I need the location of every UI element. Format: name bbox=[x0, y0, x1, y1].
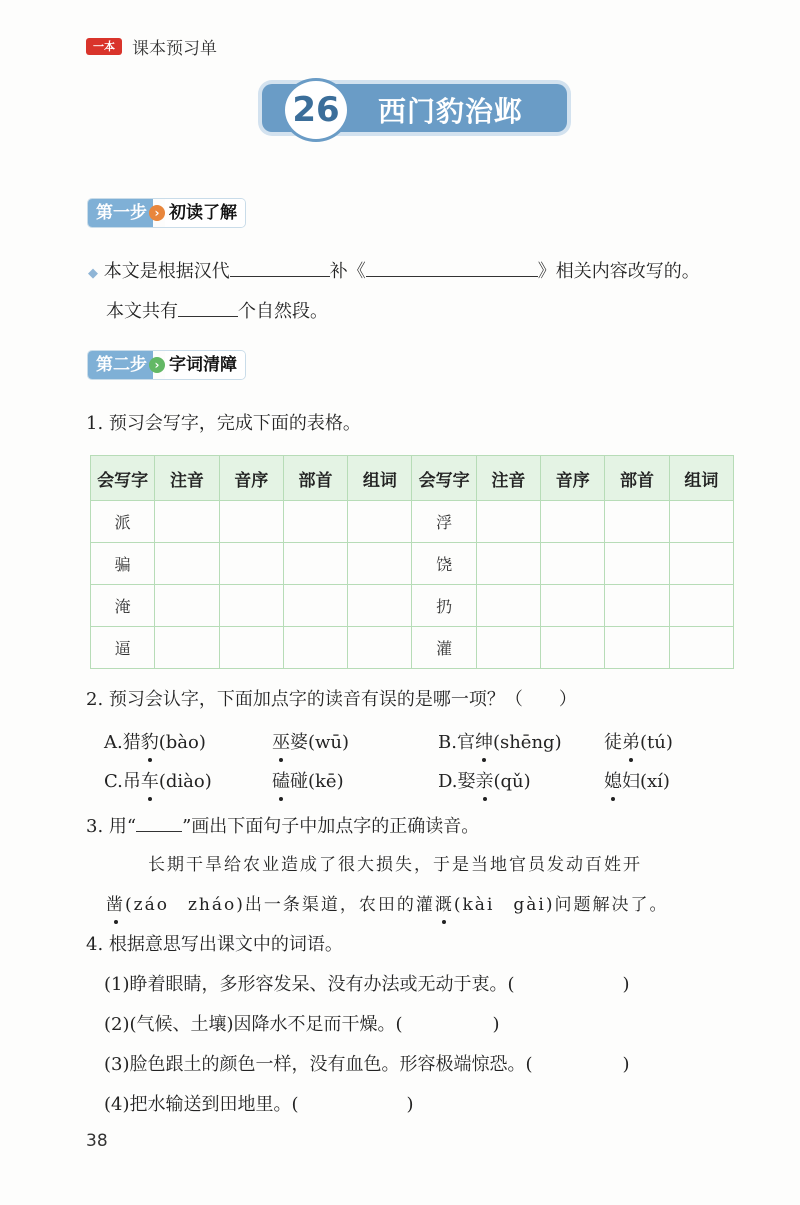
table-header: 组词 bbox=[348, 456, 412, 501]
characters-table bbox=[90, 455, 734, 669]
q2-option-a-word2: 巫婆(wū) bbox=[272, 732, 350, 753]
answer-cell[interactable] bbox=[476, 585, 540, 627]
answer-cell[interactable] bbox=[348, 627, 412, 669]
answer-cell[interactable] bbox=[605, 585, 669, 627]
table-header: 注音 bbox=[155, 456, 219, 501]
answer-cell[interactable] bbox=[283, 585, 347, 627]
table-header: 部首 bbox=[605, 456, 669, 501]
q4-item[interactable]: (4)把水输送到田地里。( ) bbox=[104, 1094, 414, 1115]
table-header: 注音 bbox=[476, 456, 540, 501]
answer-cell[interactable] bbox=[348, 501, 412, 543]
arrow-right-icon: › bbox=[149, 357, 165, 373]
q3-sentence-line2: 凿(záo zháo)出一条渠道，农田的灌溉(kài gài)问题解决了。 bbox=[106, 895, 669, 915]
step1-line2: 本文共有 个自然段。 bbox=[106, 298, 328, 324]
step1-label: 第一步 bbox=[88, 199, 153, 227]
answer-cell[interactable] bbox=[541, 627, 605, 669]
page-number: 38 bbox=[86, 1131, 108, 1151]
answer-cell[interactable] bbox=[605, 543, 669, 585]
dotted-char: 车 bbox=[140, 771, 159, 792]
answer-cell[interactable] bbox=[219, 543, 283, 585]
q2-option-a[interactable]: A.猎豹(bào) bbox=[104, 732, 206, 753]
q4-prompt: 4. 根据意思写出课文中的词语。 bbox=[86, 934, 343, 955]
q2-option-b[interactable]: B.官绅(shēng) bbox=[438, 732, 562, 753]
step2-tag bbox=[88, 351, 245, 379]
dotted-char: 弟 bbox=[622, 732, 640, 753]
dotted-char: 凿 bbox=[106, 895, 125, 915]
blank-paragraph-count[interactable] bbox=[178, 298, 238, 317]
step1-line1: ◆ 本文是根据汉代 补《 》相关内容改写的。 bbox=[88, 258, 700, 286]
answer-cell[interactable] bbox=[283, 543, 347, 585]
char-cell: 淹 bbox=[91, 585, 155, 627]
table-row bbox=[91, 585, 734, 627]
q2-prompt: 2. 预习会认字，下面加点字的读音有误的是哪一项？（ ） bbox=[86, 689, 577, 710]
answer-cell[interactable] bbox=[155, 585, 219, 627]
answer-cell[interactable] bbox=[155, 501, 219, 543]
answer-cell[interactable] bbox=[669, 585, 733, 627]
q2-option-c-word2: 磕碰(kē) bbox=[272, 771, 344, 792]
answer-cell[interactable] bbox=[283, 501, 347, 543]
diamond-bullet-icon: ◆ bbox=[88, 266, 98, 281]
dotted-char: 媳 bbox=[604, 771, 622, 792]
step2-label: 第二步 bbox=[88, 351, 153, 379]
lesson-title: 西门豹治邺 bbox=[378, 95, 524, 128]
answer-cell[interactable] bbox=[283, 627, 347, 669]
brand-name: 课本预习单 bbox=[132, 39, 217, 59]
q4-item[interactable]: (3)脸色跟土的颜色一样，没有血色。形容极端惊恐。( ) bbox=[104, 1054, 630, 1075]
q2-option-c[interactable]: C.吊车(diào) bbox=[104, 771, 212, 792]
blank-dynasty-author[interactable] bbox=[230, 258, 330, 277]
q2-option-d-word2: 媳妇(xí) bbox=[604, 771, 670, 792]
table-header: 会写字 bbox=[91, 456, 155, 501]
answer-cell[interactable] bbox=[541, 501, 605, 543]
step2-name: 字词清障 bbox=[165, 351, 245, 379]
answer-cell[interactable] bbox=[219, 585, 283, 627]
table-header: 部首 bbox=[283, 456, 347, 501]
dotted-char: 绅 bbox=[474, 732, 493, 753]
underline-sample bbox=[136, 813, 182, 832]
step1-tag bbox=[88, 199, 245, 227]
table-header: 组词 bbox=[669, 456, 733, 501]
q3-sentence-line1: 长期干旱给农业造成了很大损失，于是当地官员发动百姓开 bbox=[148, 855, 642, 875]
answer-cell[interactable] bbox=[669, 501, 733, 543]
q2-option-d[interactable]: D.娶亲(qǔ) bbox=[438, 771, 531, 792]
answer-cell[interactable] bbox=[476, 543, 540, 585]
char-cell: 饶 bbox=[412, 543, 476, 585]
char-cell: 灌 bbox=[412, 627, 476, 669]
char-cell: 扔 bbox=[412, 585, 476, 627]
table-header-row bbox=[91, 456, 734, 501]
table-row bbox=[91, 627, 734, 669]
char-cell: 骗 bbox=[91, 543, 155, 585]
table-row bbox=[91, 501, 734, 543]
table-header: 音序 bbox=[541, 456, 605, 501]
q2-option-b-word2: 徒弟(tú) bbox=[604, 732, 673, 753]
q4-item[interactable]: (2)(气候、土壤)因降水不足而干燥。( ) bbox=[104, 1014, 500, 1035]
answer-cell[interactable] bbox=[155, 543, 219, 585]
q1-prompt: 1. 预习会写字，完成下面的表格。 bbox=[86, 413, 361, 434]
table-header: 会写字 bbox=[412, 456, 476, 501]
lesson-number: 26 bbox=[282, 78, 350, 142]
dotted-char: 豹 bbox=[140, 732, 159, 753]
answer-cell[interactable] bbox=[155, 627, 219, 669]
table-header: 音序 bbox=[219, 456, 283, 501]
answer-cell[interactable] bbox=[348, 543, 412, 585]
answer-cell[interactable] bbox=[669, 627, 733, 669]
answer-cell[interactable] bbox=[219, 501, 283, 543]
table-row bbox=[91, 543, 734, 585]
char-cell: 浮 bbox=[412, 501, 476, 543]
blank-book-title[interactable] bbox=[366, 258, 538, 277]
answer-cell[interactable] bbox=[669, 543, 733, 585]
dotted-char: 亲 bbox=[475, 771, 494, 792]
answer-cell[interactable] bbox=[605, 627, 669, 669]
char-cell: 逼 bbox=[91, 627, 155, 669]
char-cell: 派 bbox=[91, 501, 155, 543]
q3-prompt: 3. 用“ ”画出下面句子中加点字的正确读音。 bbox=[86, 813, 479, 839]
arrow-right-icon: › bbox=[149, 205, 165, 221]
answer-cell[interactable] bbox=[348, 585, 412, 627]
dotted-char: 磕 bbox=[272, 771, 290, 792]
dotted-char: 溉 bbox=[434, 895, 454, 915]
answer-cell[interactable] bbox=[605, 501, 669, 543]
answer-cell[interactable] bbox=[541, 585, 605, 627]
answer-cell[interactable] bbox=[541, 543, 605, 585]
answer-cell[interactable] bbox=[219, 627, 283, 669]
dotted-char: 巫 bbox=[272, 732, 290, 753]
answer-cell[interactable] bbox=[476, 627, 540, 669]
q4-item[interactable]: (1)睁着眼睛，多形容发呆、没有办法或无动于衷。( ) bbox=[104, 974, 630, 995]
answer-cell[interactable] bbox=[476, 501, 540, 543]
brand-tag: 一本 bbox=[86, 38, 122, 55]
step1-name: 初读了解 bbox=[165, 199, 245, 227]
